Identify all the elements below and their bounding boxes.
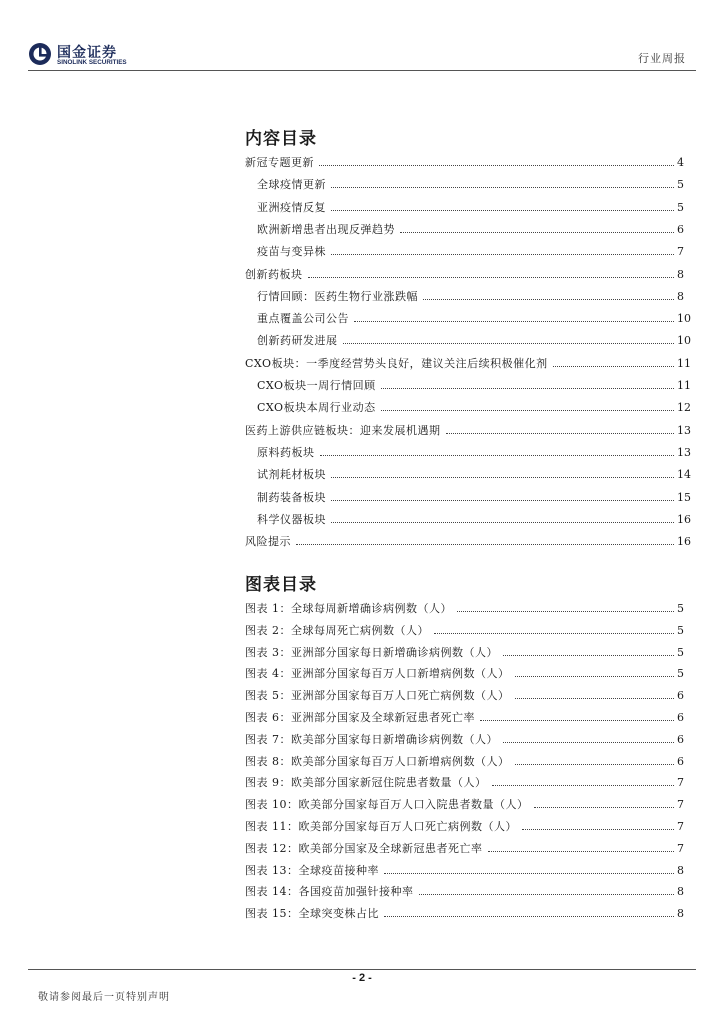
figure-entry-page: 8: [677, 885, 684, 899]
figure-entry-page: 5: [677, 623, 684, 637]
figure-entry-page: 8: [677, 907, 684, 921]
figure-entry-label: 图表 4：亚洲部分国家每百万人口新增病例数（人）: [245, 667, 510, 681]
contents-entry[interactable]: [257, 221, 691, 237]
contents-entry[interactable]: [257, 377, 691, 393]
contents-entry-label: 欧洲新增患者出现反弹趋势: [257, 222, 395, 236]
contents-entry-page: 10: [677, 312, 691, 326]
figure-entry[interactable]: [245, 818, 691, 834]
figure-entry[interactable]: [245, 862, 691, 878]
dot-leader: [534, 798, 675, 808]
footer-divider: [28, 969, 696, 970]
figure-entry-label: 图表 12：欧美部分国家及全球新冠患者死亡率: [245, 841, 483, 855]
figure-entry-page: 6: [677, 754, 684, 768]
figure-entry[interactable]: [245, 665, 691, 681]
dot-leader: [515, 755, 675, 765]
contents-entry[interactable]: [257, 176, 691, 192]
dot-leader: [331, 491, 674, 501]
figure-entry-label: 图表 15：全球突变株占比: [245, 907, 379, 921]
dot-leader: [343, 334, 675, 344]
contents-entry[interactable]: [245, 533, 691, 549]
figure-entry-label: 图表 3：亚洲部分国家每日新增确诊病例数（人）: [245, 645, 498, 659]
figure-entry-label: 图表 9：欧美部分国家新冠住院患者数量（人）: [245, 776, 487, 790]
sinolink-logo-icon: [28, 42, 52, 66]
dot-leader: [331, 513, 674, 523]
contents-entry-page: 10: [677, 334, 691, 348]
figure-entry-page: 5: [677, 645, 684, 659]
contents-entry-page: 11: [677, 379, 691, 392]
dot-leader: [434, 624, 674, 634]
dot-leader: [381, 401, 674, 411]
report-type: 行业周报: [638, 52, 686, 65]
dot-leader: [331, 201, 674, 211]
contents-entry-page: 16: [677, 535, 691, 549]
contents-entry[interactable]: [257, 399, 691, 415]
contents-entry[interactable]: [245, 422, 691, 438]
contents-entry[interactable]: [257, 199, 691, 215]
company-logo: [28, 40, 132, 70]
dot-leader: [400, 223, 674, 233]
figure-entry-label: 图表 1：全球每周新增确诊病例数（人）: [245, 602, 452, 615]
dot-leader: [308, 268, 675, 278]
figure-entry[interactable]: [245, 883, 691, 899]
dot-leader: [320, 446, 675, 456]
contents-entry-label: 医药上游供应链板块：迎来发展机遇期: [245, 423, 441, 437]
figure-entry[interactable]: [245, 622, 691, 638]
figure-entry-label: 图表 8：欧美部分国家每百万人口新增病例数（人）: [245, 754, 510, 768]
dot-leader: [492, 776, 675, 786]
figure-entry-label: 图表 14：各国疫苗加强针接种率: [245, 885, 414, 899]
contents-entry[interactable]: [257, 332, 691, 348]
figure-entry-label: 图表 2：全球每周死亡病例数（人）: [245, 623, 429, 637]
contents-entry-page: 5: [677, 200, 684, 214]
contents-entry-page: 4: [677, 156, 684, 169]
figure-entry-page: 6: [677, 689, 684, 703]
figure-entry[interactable]: [245, 600, 691, 616]
contents-entry[interactable]: [257, 511, 691, 527]
contents-entry-page: 13: [677, 445, 691, 459]
dot-leader: [457, 602, 674, 612]
figures-title: 图表目录: [245, 575, 317, 595]
logo-english-name: SINOLINK SECURITIES: [57, 59, 127, 66]
dot-leader: [553, 357, 674, 367]
figure-entry-label: 图表 10：欧美部分国家每百万人口入院患者数量（人）: [245, 798, 529, 812]
page-number: - 2 -: [352, 972, 372, 984]
figure-entry[interactable]: [245, 774, 691, 790]
contents-entry[interactable]: [257, 243, 691, 259]
contents-entry-label: 疫苗与变异株: [257, 245, 326, 259]
contents-entry-label: 制药装备板块: [257, 490, 326, 504]
contents-entry[interactable]: [245, 154, 691, 170]
contents-entry-label: 创新药板块: [245, 267, 303, 281]
contents-entry-label: 全球疫情更新: [257, 178, 326, 192]
figure-entry-label: 图表 7：欧美部分国家每日新增确诊病例数（人）: [245, 732, 498, 746]
contents-entry-page: 5: [677, 178, 684, 192]
contents-entry-page: 11: [677, 356, 691, 370]
contents-entry-label: 原料药板块: [257, 445, 315, 459]
contents-entry-label: 新冠专题更新: [245, 156, 314, 169]
contents-entry-page: 15: [677, 490, 691, 504]
figure-entry[interactable]: [245, 753, 691, 769]
table-of-contents: [245, 0, 691, 960]
contents-entry[interactable]: [257, 310, 691, 326]
figure-entry[interactable]: [245, 709, 691, 725]
figure-entry-page: 7: [677, 841, 684, 855]
contents-entry-page: 14: [677, 468, 691, 482]
figure-entry[interactable]: [245, 731, 691, 747]
figure-entry-page: 7: [677, 798, 684, 812]
dot-leader: [381, 379, 674, 389]
contents-entry-label: 创新药研发进展: [257, 334, 338, 348]
contents-entry-page: 8: [677, 267, 684, 281]
contents-entry-label: CXO板块一周行情回顾: [257, 379, 376, 392]
figure-entry-page: 7: [677, 776, 684, 790]
contents-entry-page: 16: [677, 512, 691, 526]
figure-entry-label: 图表 13：全球疫苗接种率: [245, 863, 379, 877]
contents-entry[interactable]: [245, 266, 691, 282]
dot-leader: [419, 885, 675, 895]
contents-entry-label: 重点覆盖公司公告: [257, 312, 349, 326]
figure-entry[interactable]: [245, 644, 691, 660]
dot-leader: [503, 646, 674, 656]
contents-entry-label: 亚洲疫情反复: [257, 200, 326, 214]
figure-entry[interactable]: [245, 687, 691, 703]
figure-entry-page: 7: [677, 820, 684, 833]
dot-leader: [331, 178, 674, 188]
dot-leader: [488, 842, 675, 852]
figure-entry[interactable]: [245, 796, 691, 812]
contents-entry[interactable]: [257, 288, 691, 304]
figure-entry-page: 6: [677, 711, 684, 724]
contents-title: 内容目录: [245, 129, 317, 149]
dot-leader: [522, 820, 674, 830]
contents-entry-label: CXO板块本周行业动态: [257, 401, 376, 415]
contents-entry-label: 行情回顾：医药生物行业涨跌幅: [257, 289, 418, 303]
contents-entry-label: 风险提示: [245, 535, 291, 549]
dot-leader: [384, 907, 674, 917]
contents-entry-label: 科学仪器板块: [257, 512, 326, 526]
contents-entry-page: 8: [677, 289, 684, 303]
footer-disclaimer: 敬请参阅最后一页特别声明: [38, 992, 170, 1003]
contents-entry[interactable]: [257, 444, 691, 460]
contents-entry-page: 6: [677, 222, 684, 236]
logo-chinese-name: 国金证券: [57, 45, 117, 61]
dot-leader: [515, 689, 675, 699]
dot-leader: [354, 312, 674, 322]
contents-entry[interactable]: [245, 355, 691, 371]
figure-entry-label: 图表 11：欧美部分国家每百万人口死亡病例数（人）: [245, 820, 517, 833]
dot-leader: [446, 424, 675, 434]
dot-leader: [423, 290, 674, 300]
figure-entry-label: 图表 5：亚洲部分国家每百万人口死亡病例数（人）: [245, 689, 510, 703]
figure-entry-page: 8: [677, 863, 684, 877]
contents-entry-page: 7: [677, 245, 684, 259]
dot-leader: [331, 468, 674, 478]
figure-entry-page: 5: [677, 667, 684, 681]
figure-entry-page: 6: [677, 732, 684, 746]
contents-entry-page: 13: [677, 423, 691, 437]
figure-entry[interactable]: [245, 840, 691, 856]
contents-entry-label: CXO板块：一季度经营势头良好，建议关注后续积极催化剂: [245, 356, 548, 370]
dot-leader: [384, 864, 674, 874]
figure-entry-page: 5: [677, 602, 684, 615]
dot-leader: [515, 667, 675, 677]
dot-leader: [296, 535, 674, 545]
figure-entry-label: 图表 6：亚洲部分国家及全球新冠患者死亡率: [245, 711, 475, 724]
contents-entry-label: 试剂耗材板块: [257, 468, 326, 482]
dot-leader: [503, 733, 674, 743]
contents-entry[interactable]: [257, 466, 691, 482]
contents-entry-page: 12: [677, 401, 691, 415]
contents-entry[interactable]: [257, 489, 691, 505]
dot-leader: [319, 156, 674, 166]
dot-leader: [331, 245, 674, 255]
figure-entry[interactable]: [245, 905, 691, 921]
dot-leader: [480, 711, 674, 721]
